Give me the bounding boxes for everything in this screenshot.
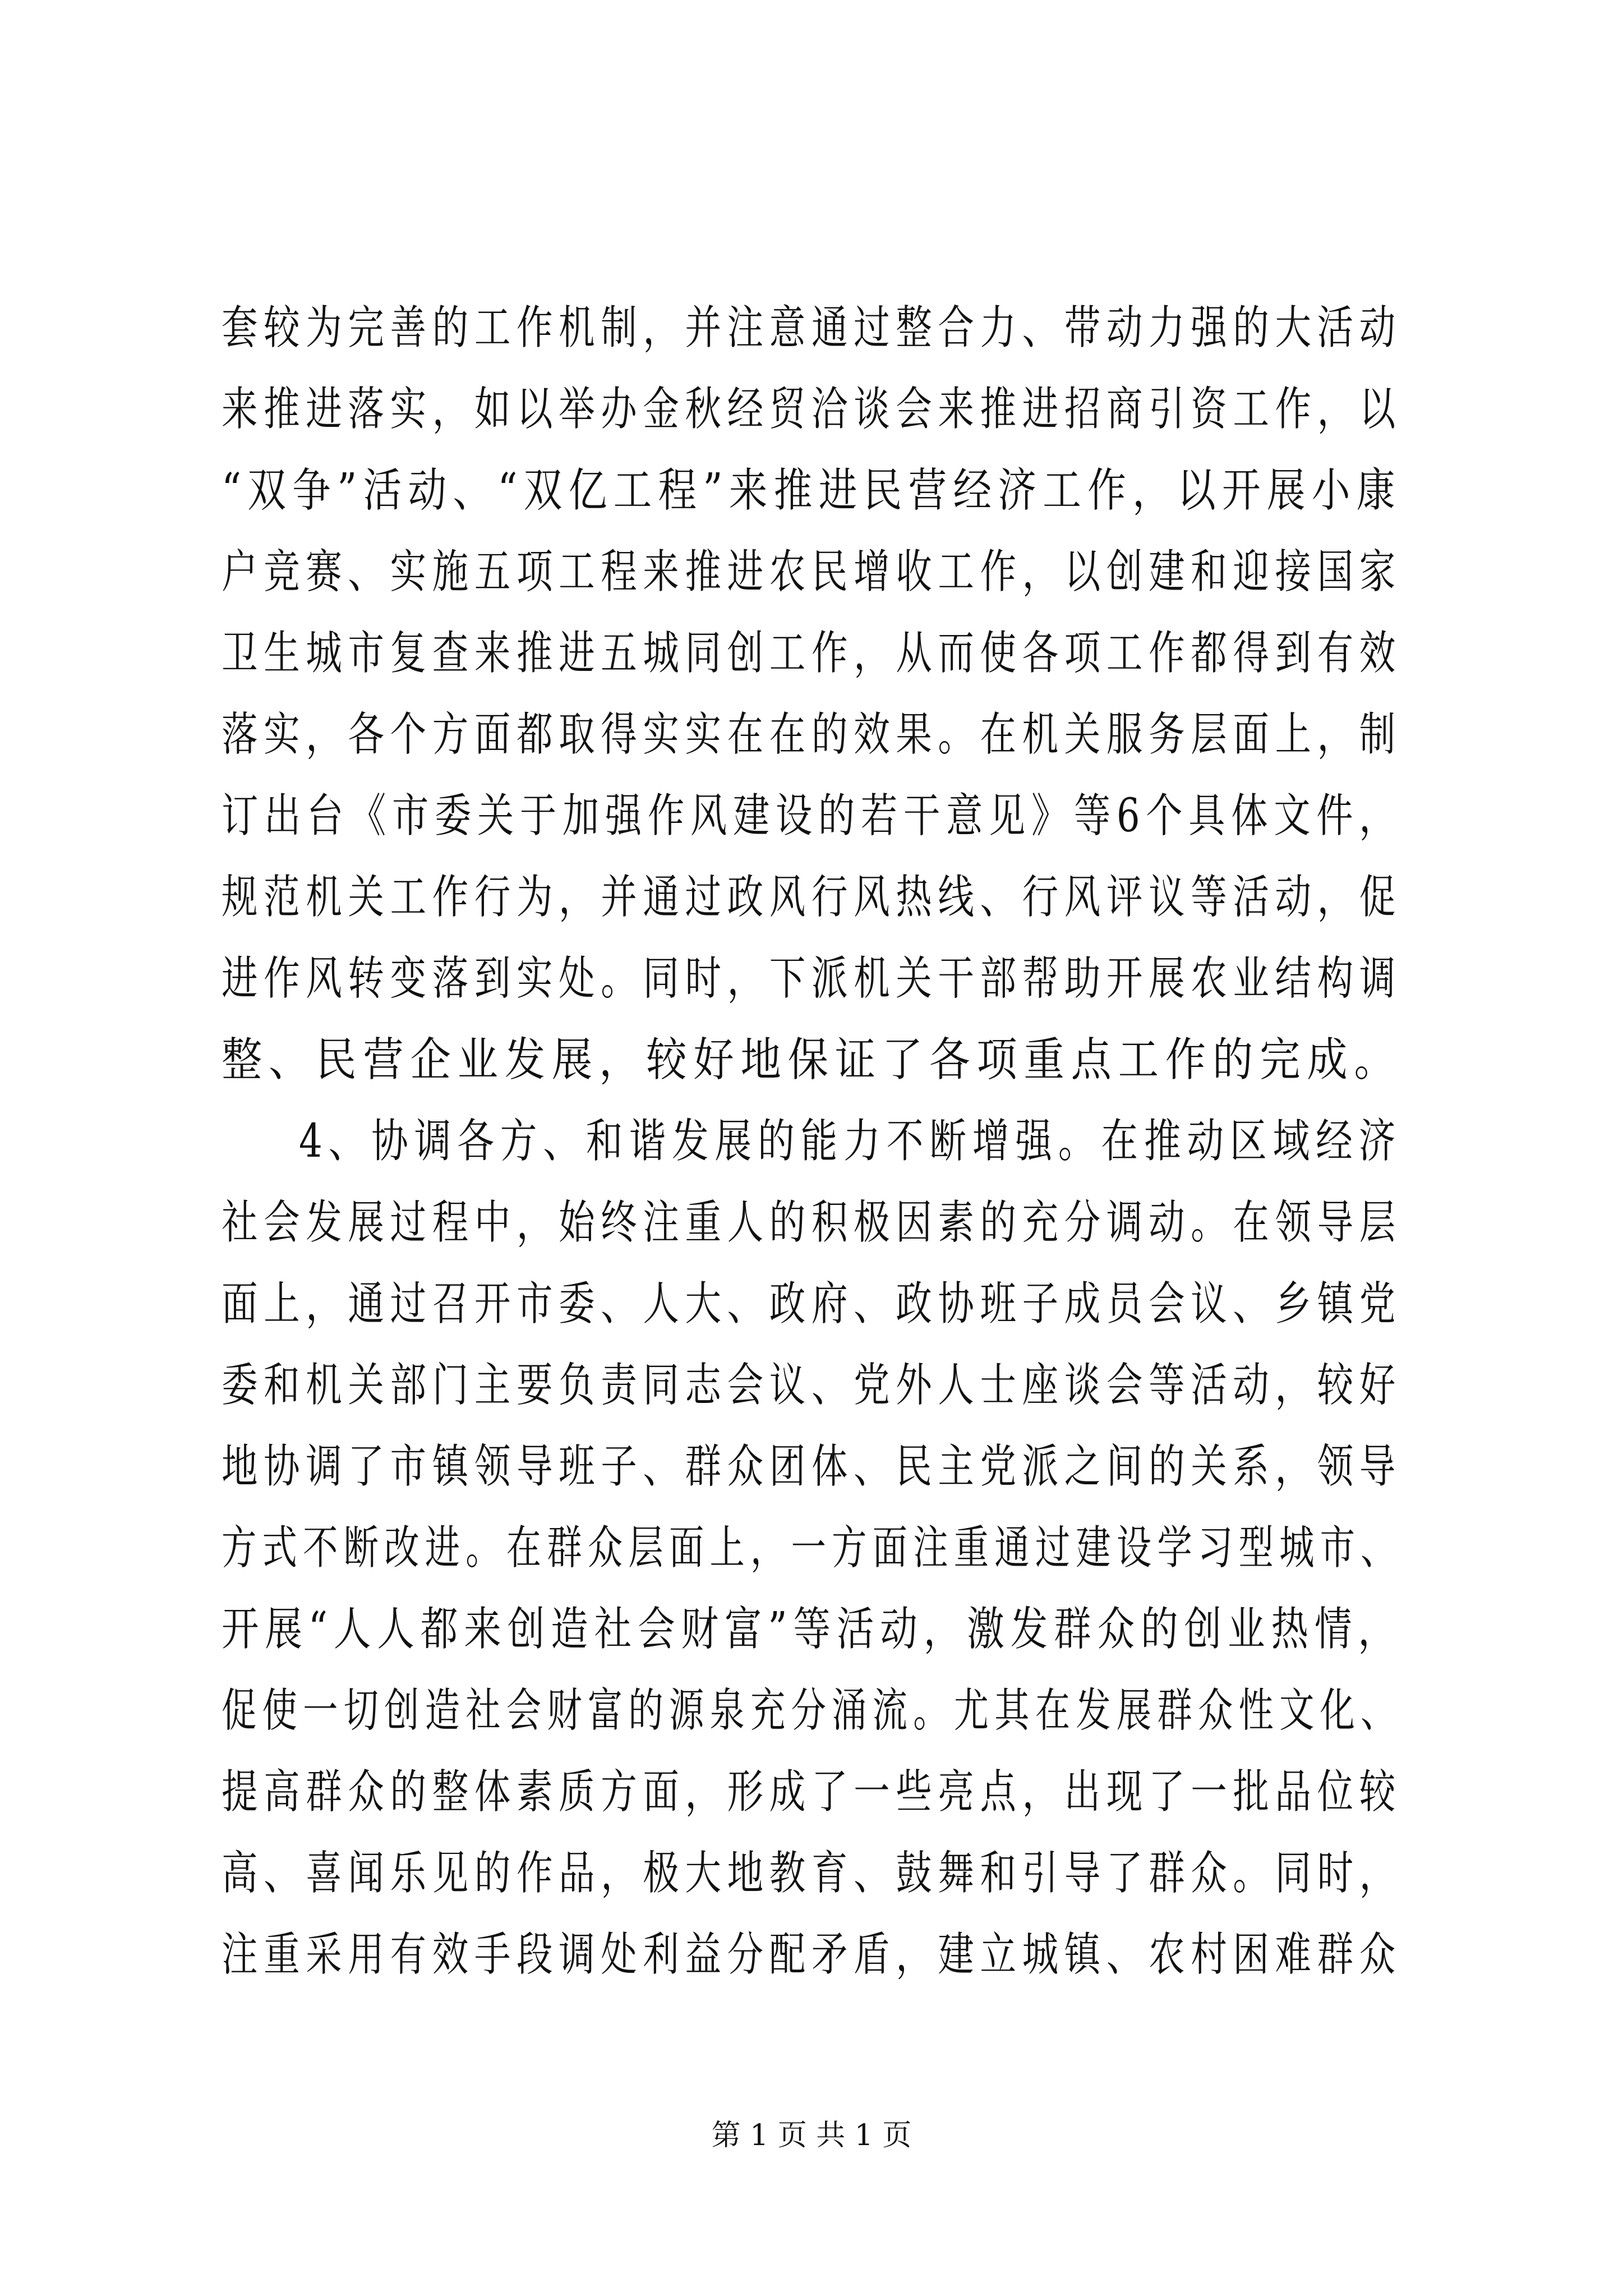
body-text-line: 规范机关工作行为，并通过政风行风热线、行风评议等活动，促 (222, 871, 1401, 924)
body-text-line: 高、喜闻乐见的作品，极大地教育、鼓舞和引导了群众。同时， (222, 1847, 1401, 1900)
body-text-line: 面上，通过召开市委、人大、政府、政协班子成员会议、乡镇党 (222, 1277, 1401, 1331)
body-text-line: 套较为完善的工作机制，并注意通过整合力、带动力强的大活动 (222, 301, 1401, 355)
body-text-line: “双争”活动、“双亿工程”来推进民营经济工作，以开展小康 (222, 464, 1401, 517)
paragraph-first-line: 4、协调各方、和谐发展的能力不断增强。在推动区域经济 (299, 1115, 1402, 1168)
body-text-line: 订出台《市委关于加强作风建设的若干意见》等6个具体文件， (222, 789, 1402, 843)
body-text-line: 地协调了市镇领导班子、群众团体、民主党派之间的关系，领导 (222, 1440, 1401, 1493)
body-text-line: 户竞赛、实施五项工程来推进农民增收工作，以创建和迎接国家 (222, 545, 1401, 599)
body-text-line: 促使一切创造社会财富的源泉充分涌流。尤其在发展群众性文化、 (222, 1684, 1401, 1737)
body-text-line: 社会发展过程中，始终注重人的积极因素的充分调动。在领导层 (222, 1196, 1401, 1249)
body-text-line: 整、民营企业发展，较好地保证了各项重点工作的完成。 (222, 1033, 1401, 1087)
body-text-line: 卫生城市复查来推进五城同创工作，从而使各项工作都得到有效 (222, 627, 1401, 680)
body-text-line: 委和机关部门主要负责同志会议、党外人士座谈会等活动，较好 (222, 1359, 1401, 1412)
body-text-line: 来推进落实，如以举办金秋经贸洽谈会来推进招商引资工作，以 (222, 383, 1401, 436)
body-text-line: 注重采用有效手段调处利益分配矛盾，建立城镇、农村困难群众 (222, 1928, 1401, 1981)
body-text-line: 提高群众的整体素质方面，形成了一些亮点，出现了一批品位较 (222, 1765, 1401, 1819)
page-footer: 第 1 页 共 1 页 (711, 2119, 912, 2152)
body-text-line: 方式不断改进。在群众层面上，一方面注重通过建设学习型城市、 (222, 1521, 1401, 1575)
body-text-line: 落实，各个方面都取得实实在在的效果。在机关服务层面上，制 (222, 708, 1401, 761)
body-text-line: 开展“人人都来创造社会财富”等活动，激发群众的创业热情， (222, 1603, 1401, 1656)
body-text-line: 进作风转变落到实处。同时，下派机关干部帮助开展农业结构调 (222, 952, 1401, 1005)
